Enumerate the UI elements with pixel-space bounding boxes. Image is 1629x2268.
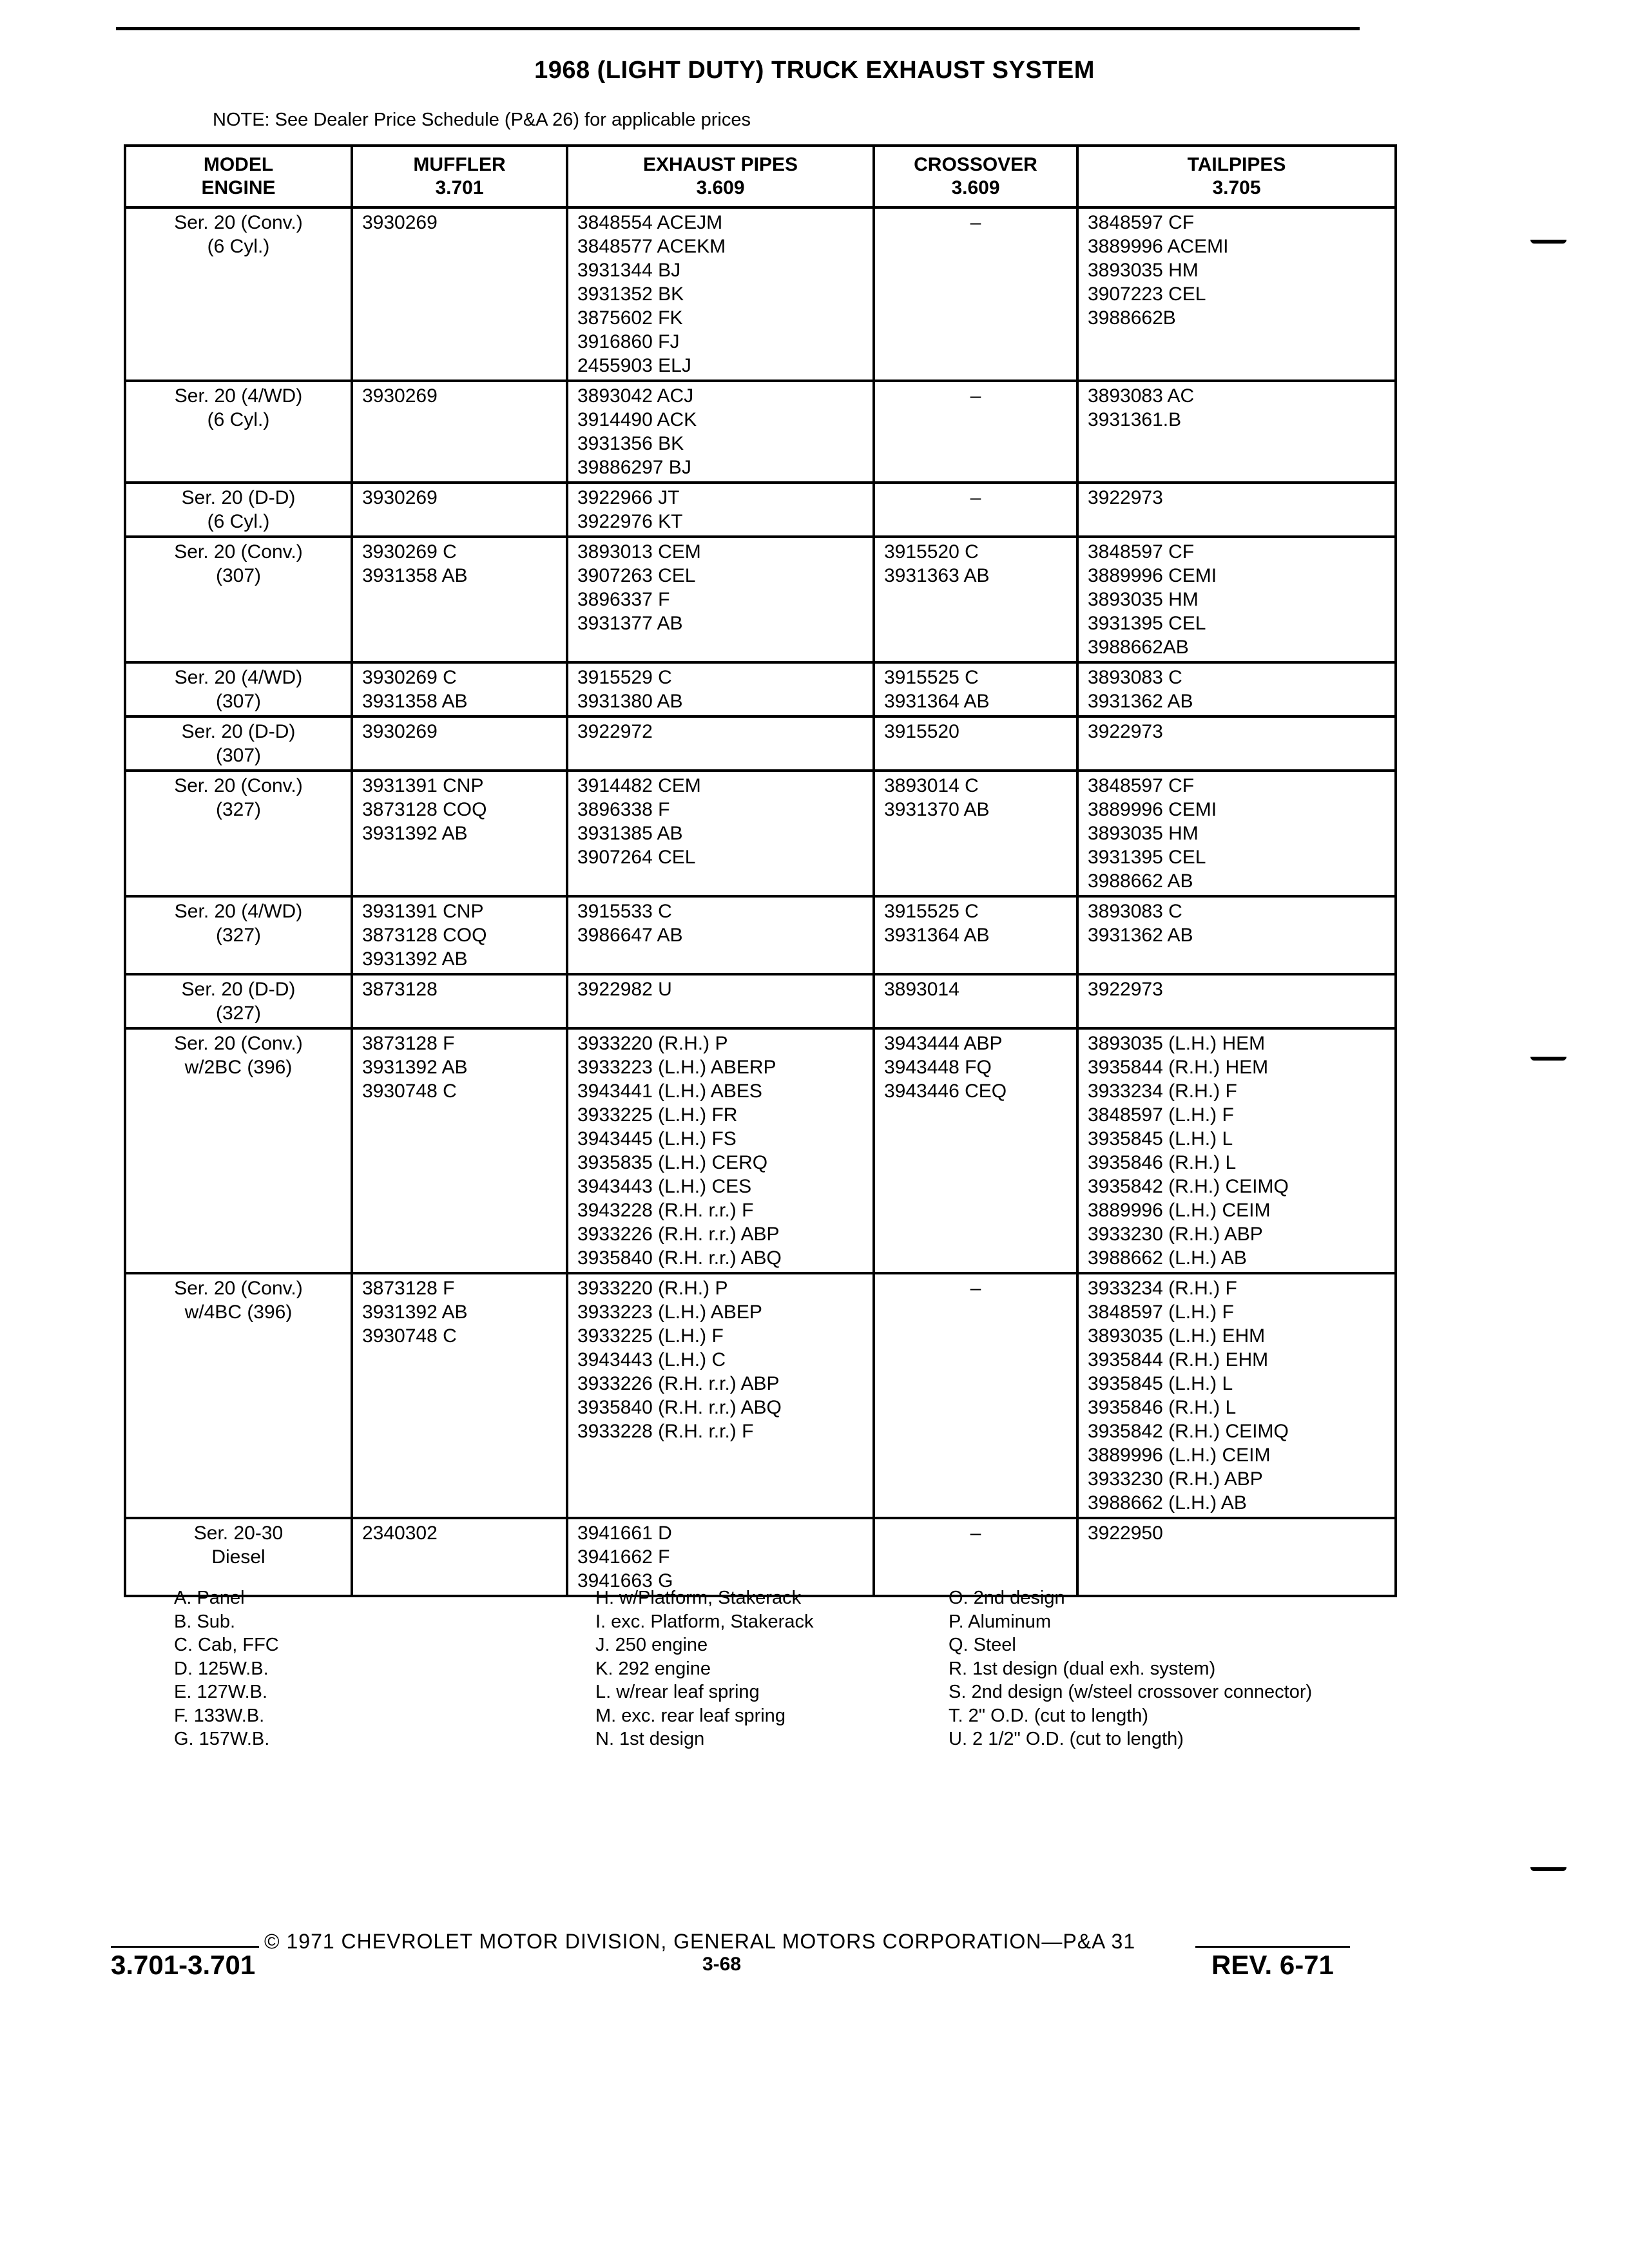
- part-number-text: 3915529 C: [577, 667, 672, 688]
- crossover-cell: [874, 1518, 1077, 1596]
- price-note: NOTE: See Dealer Price Schedule (P&A 26) for applicable prices: [213, 110, 751, 130]
- part-number-text: 3943448 FQ: [884, 1057, 992, 1078]
- part-number-text: 3935835 (L.H.) CERQ: [577, 1152, 768, 1173]
- part-number-text: 3893083 C: [1088, 667, 1182, 688]
- part-number-text: 3915525 C: [884, 901, 979, 922]
- part-number-text: 39886297 BJ: [577, 457, 691, 478]
- part-number-text: Ser. 20 (4/WD): [174, 385, 303, 407]
- table-row: [125, 207, 1396, 381]
- exhaust-pipes-cell: [567, 662, 874, 716]
- part-number-text: 3914482 CEM: [577, 775, 701, 796]
- part-number-text: 3931358 AB: [362, 691, 468, 712]
- exhaust-parts-table: [124, 144, 1397, 1597]
- model-engine-cell: [125, 207, 352, 381]
- model-engine-header: [125, 146, 352, 207]
- part-number-text: 3930269: [362, 385, 438, 407]
- part-number-text: 3848597 CF: [1088, 541, 1195, 562]
- part-number-text: 3873128: [362, 979, 438, 1000]
- part-number-text: 3933220 (R.H.) P: [577, 1278, 728, 1299]
- muffler-cell: [352, 1028, 567, 1273]
- part-number-text: 3933220 (R.H.) P: [577, 1033, 728, 1054]
- part-number-text: (327): [215, 1003, 262, 1024]
- part-number-text: 3922973: [1088, 487, 1163, 508]
- model-engine-cell: [125, 716, 352, 771]
- part-number-text: (307): [215, 691, 262, 712]
- part-number-text: 3935842 (R.H.) CEIMQ: [1088, 1421, 1289, 1442]
- table-row: [125, 974, 1396, 1028]
- part-number-text: 3931395 CEL: [1088, 613, 1206, 634]
- column-header-label: MUFFLER: [413, 154, 506, 175]
- crossover-cell: [874, 1028, 1077, 1273]
- part-number-text: 3930269 C: [362, 667, 457, 688]
- part-number-text: 3943446 CEQ: [884, 1081, 1007, 1102]
- model-engine-cell: [125, 381, 352, 483]
- part-number-text: 3933225 (L.H.) FR: [577, 1104, 738, 1126]
- legend-column-1: [174, 1586, 279, 1751]
- part-number-text: 3931392 AB: [362, 1057, 468, 1078]
- footer-rule-left: [111, 1946, 259, 1948]
- page-title: 1968 (LIGHT DUTY) TRUCK EXHAUST SYSTEM: [534, 57, 1095, 84]
- part-number-text: 3848597 CF: [1088, 775, 1195, 796]
- tailpipes-cell: [1077, 1518, 1396, 1596]
- muffler-cell: [352, 662, 567, 716]
- legend-item: A. Panel: [174, 1588, 245, 1608]
- legend-item: D. 125W.B.: [174, 1658, 269, 1679]
- part-number-text: Ser. 20 (Conv.): [174, 775, 303, 796]
- part-number-text: 3935846 (R.H.) L: [1088, 1152, 1237, 1173]
- part-number-text: 3922972: [577, 721, 653, 742]
- part-number-text: (327): [215, 799, 262, 820]
- part-number-text: 3931362 AB: [1088, 691, 1193, 712]
- exhaust-pipes-cell: [567, 896, 874, 974]
- legend-item: F. 133W.B.: [174, 1705, 265, 1726]
- part-number-text: –: [970, 212, 981, 233]
- part-number-text: 3931356 BK: [577, 433, 684, 454]
- part-number-text: (6 Cyl.): [207, 409, 270, 430]
- table-row: [125, 1518, 1396, 1596]
- part-number-text: –: [970, 1523, 981, 1544]
- part-number-text: 3922950: [1088, 1523, 1163, 1544]
- column-header-label: 3.701: [435, 177, 484, 198]
- tailpipes-cell: [1077, 537, 1396, 662]
- part-number-text: 3988662AB: [1088, 637, 1189, 658]
- model-engine-cell: [125, 537, 352, 662]
- column-header-label: 3.609: [951, 177, 1000, 198]
- exhaust-pipes-cell: [567, 1028, 874, 1273]
- tailpipes-cell: [1077, 483, 1396, 537]
- part-number-text: 2455903 ELJ: [577, 355, 691, 376]
- model-engine-cell: [125, 1273, 352, 1518]
- part-number-text: 3941661 D: [577, 1523, 672, 1544]
- part-number-text: 3988662 AB: [1088, 870, 1193, 892]
- part-number-text: 3930748 C: [362, 1325, 457, 1347]
- tailpipes-cell: [1077, 207, 1396, 381]
- part-number-text: 3922976 KT: [577, 511, 683, 532]
- part-number-text: 3933230 (R.H.) ABP: [1088, 1468, 1263, 1490]
- part-number-text: 3943444 ABP: [884, 1033, 1003, 1054]
- part-number-text: 3907223 CEL: [1088, 284, 1206, 305]
- legend-item: C. Cab, FFC: [174, 1635, 279, 1655]
- crossover-cell: [874, 896, 1077, 974]
- part-number-text: 3931370 AB: [884, 799, 990, 820]
- part-number-text: 3873128 F: [362, 1033, 455, 1054]
- part-number-text: 3931361.B: [1088, 409, 1182, 430]
- model-engine-cell: [125, 896, 352, 974]
- part-number-text: –: [970, 1278, 981, 1299]
- part-number-text: 3922973: [1088, 979, 1163, 1000]
- exhaust-pipes-cell: [567, 207, 874, 381]
- legend-item: T. 2" O.D. (cut to length): [949, 1705, 1149, 1726]
- part-number-text: 3988662 (L.H.) AB: [1088, 1247, 1247, 1269]
- part-number-text: 3988662 (L.H.) AB: [1088, 1492, 1247, 1514]
- part-number-text: 3848597 (L.H.) F: [1088, 1104, 1234, 1126]
- part-number-text: 3930269: [362, 721, 438, 742]
- part-number-text: w/4BC (396): [184, 1302, 293, 1323]
- part-number-text: –: [970, 385, 981, 407]
- legend-item: B. Sub.: [174, 1611, 236, 1632]
- part-number-text: 3915525 C: [884, 667, 979, 688]
- column-header-label: CROSSOVER: [914, 154, 1037, 175]
- legend-item: P. Aluminum: [949, 1611, 1052, 1632]
- crossover-cell: [874, 1273, 1077, 1518]
- legend-column-3: [949, 1586, 1312, 1751]
- part-number-text: 3931344 BJ: [577, 260, 681, 281]
- part-number-text: 3896337 F: [577, 589, 670, 610]
- tailpipes-cell: [1077, 381, 1396, 483]
- crossover-cell: [874, 483, 1077, 537]
- table-row: [125, 662, 1396, 716]
- column-header-label: MODEL: [203, 154, 274, 175]
- part-number-text: 3943443 (L.H.) C: [577, 1349, 726, 1370]
- column-header-label: TAILPIPES: [1187, 154, 1286, 175]
- part-number-text: 3930748 C: [362, 1081, 457, 1102]
- part-number-text: 3915520: [884, 721, 959, 742]
- part-number-text: 3933234 (R.H.) F: [1088, 1278, 1237, 1299]
- tailpipes-cell: [1077, 771, 1396, 896]
- part-number-text: 3893014 C: [884, 775, 979, 796]
- part-number-text: 3935846 (R.H.) L: [1088, 1397, 1237, 1418]
- tailpipes-cell: [1077, 1273, 1396, 1518]
- part-number-text: 3933226 (R.H. r.r.) ABP: [577, 1373, 780, 1394]
- part-number-text: 3931395 CEL: [1088, 847, 1206, 868]
- part-number-text: 3893035 (L.H.) EHM: [1088, 1325, 1266, 1347]
- part-number-text: (307): [215, 565, 262, 586]
- muffler-cell: [352, 1518, 567, 1596]
- part-number-text: 3848597 CF: [1088, 212, 1195, 233]
- part-number-text: 3893035 HM: [1088, 260, 1199, 281]
- legend-item: G. 157W.B.: [174, 1729, 270, 1749]
- part-number-text: Diesel: [211, 1546, 265, 1568]
- crossover-cell: [874, 537, 1077, 662]
- part-number-text: 3873128 COQ: [362, 799, 487, 820]
- part-number-text: 3922973: [1088, 721, 1163, 742]
- copyright-line: © 1971 CHEVROLET MOTOR DIVISION, GENERAL MOTORS CORPORATION—P&A 31: [264, 1930, 1136, 1953]
- part-number-text: 3943443 (L.H.) CES: [577, 1176, 752, 1197]
- part-number-text: 3931391 CNP: [362, 901, 484, 922]
- part-number-text: 3907264 CEL: [577, 847, 696, 868]
- part-number-text: 3933226 (R.H. r.r.) ABP: [577, 1224, 780, 1245]
- revision-label: REV. 6-71: [1211, 1950, 1334, 1980]
- part-number-text: 3916860 FJ: [577, 331, 680, 352]
- legend-item: Q. Steel: [949, 1635, 1016, 1655]
- part-number-text: 3931352 BK: [577, 284, 684, 305]
- part-number-text: (307): [215, 745, 262, 766]
- exhaust-pipes-header: [567, 146, 874, 207]
- legend-item: I. exc. Platform, Stakerack: [595, 1611, 814, 1632]
- part-number-text: 3875602 FK: [577, 307, 683, 329]
- legend-item: K. 292 engine: [595, 1658, 711, 1679]
- part-number-text: Ser. 20 (Conv.): [174, 1278, 303, 1299]
- part-number-text: 3931385 AB: [577, 823, 683, 844]
- part-number-text: 3893083 AC: [1088, 385, 1195, 407]
- part-number-text: 3933223 (L.H.) ABEP: [577, 1302, 762, 1323]
- tailpipes-cell: [1077, 974, 1396, 1028]
- part-number-text: 3935840 (R.H. r.r.) ABQ: [577, 1397, 782, 1418]
- legend-item: U. 2 1/2" O.D. (cut to length): [949, 1729, 1184, 1749]
- model-engine-cell: [125, 771, 352, 896]
- part-number-text: 3915533 C: [577, 901, 672, 922]
- part-number-text: 3893035 HM: [1088, 823, 1199, 844]
- legend-item: R. 1st design (dual exh. system): [949, 1658, 1216, 1679]
- part-number-text: Ser. 20 (Conv.): [174, 212, 303, 233]
- part-number-text: Ser. 20 (D-D): [181, 721, 296, 742]
- part-number-text: 3986647 AB: [577, 925, 683, 946]
- table-row: [125, 716, 1396, 771]
- crossover-cell: [874, 974, 1077, 1028]
- part-number-text: Ser. 20 (4/WD): [174, 667, 303, 688]
- part-number-text: 3889996 CEMI: [1088, 565, 1217, 586]
- table-body: [125, 207, 1396, 1596]
- part-number-text: 3943445 (L.H.) FS: [577, 1128, 737, 1149]
- crossover-cell: [874, 662, 1077, 716]
- crossover-cell: [874, 207, 1077, 381]
- model-engine-cell: [125, 1028, 352, 1273]
- part-number-text: 3931392 AB: [362, 823, 468, 844]
- table-row: [125, 381, 1396, 483]
- muffler-cell: [352, 483, 567, 537]
- part-number-text: 3931392 AB: [362, 948, 468, 970]
- part-number-text: 3943441 (L.H.) ABES: [577, 1081, 762, 1102]
- part-number-text: 3931391 CNP: [362, 775, 484, 796]
- exhaust-pipes-cell: [567, 537, 874, 662]
- part-number-text: 3941662 F: [577, 1546, 670, 1568]
- model-engine-cell: [125, 974, 352, 1028]
- legend-item: L. w/rear leaf spring: [595, 1682, 760, 1702]
- exhaust-pipes-cell: [567, 771, 874, 896]
- tailpipes-cell: [1077, 1028, 1396, 1273]
- part-number-text: Ser. 20 (Conv.): [174, 1033, 303, 1054]
- part-number-text: 3893035 (L.H.) HEM: [1088, 1033, 1266, 1054]
- part-number-text: 3933234 (R.H.) F: [1088, 1081, 1237, 1102]
- muffler-cell: [352, 537, 567, 662]
- part-number-text: 3935845 (L.H.) L: [1088, 1128, 1233, 1149]
- part-number-text: 3873128 COQ: [362, 925, 487, 946]
- legend-item: E. 127W.B.: [174, 1682, 268, 1702]
- part-number-text: (6 Cyl.): [207, 511, 270, 532]
- part-number-text: w/2BC (396): [184, 1057, 293, 1078]
- part-number-text: 3848554 ACEJM: [577, 212, 723, 233]
- table-row: [125, 771, 1396, 896]
- model-engine-cell: [125, 1518, 352, 1596]
- muffler-cell: [352, 381, 567, 483]
- part-number-text: 3930269: [362, 487, 438, 508]
- table-row: [125, 896, 1396, 974]
- tailpipes-header: [1077, 146, 1396, 207]
- table-row: [125, 1273, 1396, 1518]
- margin-tick-mark: [1530, 1057, 1566, 1061]
- part-number-text: Ser. 20-30: [193, 1523, 284, 1544]
- part-number-text: 3988662B: [1088, 307, 1176, 329]
- exhaust-pipes-cell: [567, 716, 874, 771]
- muffler-cell: [352, 1273, 567, 1518]
- part-number-text: 3931377 AB: [577, 613, 683, 634]
- part-number-text: –: [970, 487, 981, 508]
- part-number-text: 3933223 (L.H.) ABERP: [577, 1057, 776, 1078]
- part-number-text: 3935844 (R.H.) EHM: [1088, 1349, 1269, 1370]
- muffler-cell: [352, 896, 567, 974]
- page-number: 3-68: [702, 1954, 742, 1975]
- part-number-text: 3933228 (R.H. r.r.) F: [577, 1421, 754, 1442]
- part-number-text: 3922966 JT: [577, 487, 680, 508]
- exhaust-pipes-cell: [567, 974, 874, 1028]
- table-row: [125, 537, 1396, 662]
- part-number-text: 3943228 (R.H. r.r.) F: [577, 1200, 754, 1221]
- part-number-text: 3931392 AB: [362, 1302, 468, 1323]
- legend-item: J. 250 engine: [595, 1635, 708, 1655]
- column-header-label: 3.609: [696, 177, 745, 198]
- part-number-text: (327): [215, 925, 262, 946]
- part-number-text: (6 Cyl.): [207, 236, 270, 257]
- muffler-cell: [352, 974, 567, 1028]
- part-number-text: 3893014: [884, 979, 959, 1000]
- crossover-cell: [874, 381, 1077, 483]
- part-number-text: 3935840 (R.H. r.r.) ABQ: [577, 1247, 782, 1269]
- tailpipes-cell: [1077, 716, 1396, 771]
- tailpipes-cell: [1077, 662, 1396, 716]
- section-code: 3.701-3.701: [111, 1950, 256, 1980]
- crossover-header: [874, 146, 1077, 207]
- column-header-label: ENGINE: [201, 177, 276, 198]
- part-number-text: 2340302: [362, 1523, 438, 1544]
- part-number-text: 3914490 ACK: [577, 409, 697, 430]
- crossover-cell: [874, 771, 1077, 896]
- part-number-text: Ser. 20 (4/WD): [174, 901, 303, 922]
- column-header-label: EXHAUST PIPES: [642, 154, 798, 175]
- part-number-text: 3931364 AB: [884, 691, 990, 712]
- part-number-text: 3931364 AB: [884, 925, 990, 946]
- part-number-text: 3931380 AB: [577, 691, 683, 712]
- muffler-header: [352, 146, 567, 207]
- table-row: [125, 483, 1396, 537]
- legend-item: N. 1st design: [595, 1729, 705, 1749]
- legend-item: M. exc. rear leaf spring: [595, 1705, 786, 1726]
- exhaust-parts-table-wrapper: [124, 144, 1394, 1597]
- part-number-text: 3915520 C: [884, 541, 979, 562]
- legend-item: H. w/Platform, Stakerack: [595, 1588, 802, 1608]
- part-number-text: 3873128 F: [362, 1278, 455, 1299]
- table-row: [125, 1028, 1396, 1273]
- part-number-text: 3930269: [362, 212, 438, 233]
- part-number-text: 3889996 CEMI: [1088, 799, 1217, 820]
- part-number-text: 3889996 (L.H.) CEIM: [1088, 1445, 1271, 1466]
- part-number-text: 3893013 CEM: [577, 541, 701, 562]
- exhaust-pipes-cell: [567, 483, 874, 537]
- part-number-text: Ser. 20 (D-D): [181, 979, 296, 1000]
- exhaust-pipes-cell: [567, 1518, 874, 1596]
- part-number-text: 3893042 ACJ: [577, 385, 694, 407]
- legend-column-2: [595, 1586, 813, 1751]
- legend-item: O. 2nd design: [949, 1588, 1065, 1608]
- part-number-text: 3930269 C: [362, 541, 457, 562]
- table-header-row: [125, 146, 1396, 207]
- part-number-text: 3935845 (L.H.) L: [1088, 1373, 1233, 1394]
- part-number-text: 3933225 (L.H.) F: [577, 1325, 724, 1347]
- part-number-text: 3848577 ACEKM: [577, 236, 726, 257]
- part-number-text: 3941663 G: [577, 1570, 673, 1591]
- part-number-text: 3896338 F: [577, 799, 670, 820]
- part-number-text: 3889996 ACEMI: [1088, 236, 1229, 257]
- muffler-cell: [352, 716, 567, 771]
- exhaust-pipes-cell: [567, 381, 874, 483]
- crossover-cell: [874, 716, 1077, 771]
- margin-tick-mark: [1530, 240, 1566, 244]
- part-number-text: 3893035 HM: [1088, 589, 1199, 610]
- part-number-text: Ser. 20 (Conv.): [174, 541, 303, 562]
- footer-rule-right: [1195, 1946, 1350, 1948]
- part-number-text: 3931362 AB: [1088, 925, 1193, 946]
- part-number-text: 3935844 (R.H.) HEM: [1088, 1057, 1269, 1078]
- tailpipes-cell: [1077, 896, 1396, 974]
- model-engine-cell: [125, 662, 352, 716]
- muffler-cell: [352, 771, 567, 896]
- part-number-text: 3935842 (R.H.) CEIMQ: [1088, 1176, 1289, 1197]
- legend-item: S. 2nd design (w/steel crossover connector): [949, 1682, 1313, 1702]
- top-rule: [116, 27, 1360, 30]
- part-number-text: 3893083 C: [1088, 901, 1182, 922]
- part-number-text: 3931358 AB: [362, 565, 468, 586]
- part-number-text: 3848597 (L.H.) F: [1088, 1302, 1234, 1323]
- part-number-text: 3889996 (L.H.) CEIM: [1088, 1200, 1271, 1221]
- model-engine-cell: [125, 483, 352, 537]
- muffler-cell: [352, 207, 567, 381]
- part-number-text: 3907263 CEL: [577, 565, 696, 586]
- part-number-text: 3922982 U: [577, 979, 672, 1000]
- column-header-label: 3.705: [1212, 177, 1261, 198]
- exhaust-pipes-cell: [567, 1273, 874, 1518]
- part-number-text: Ser. 20 (D-D): [181, 487, 296, 508]
- part-number-text: 3933230 (R.H.) ABP: [1088, 1224, 1263, 1245]
- margin-tick-mark: [1530, 1867, 1566, 1871]
- part-number-text: 3931363 AB: [884, 565, 990, 586]
